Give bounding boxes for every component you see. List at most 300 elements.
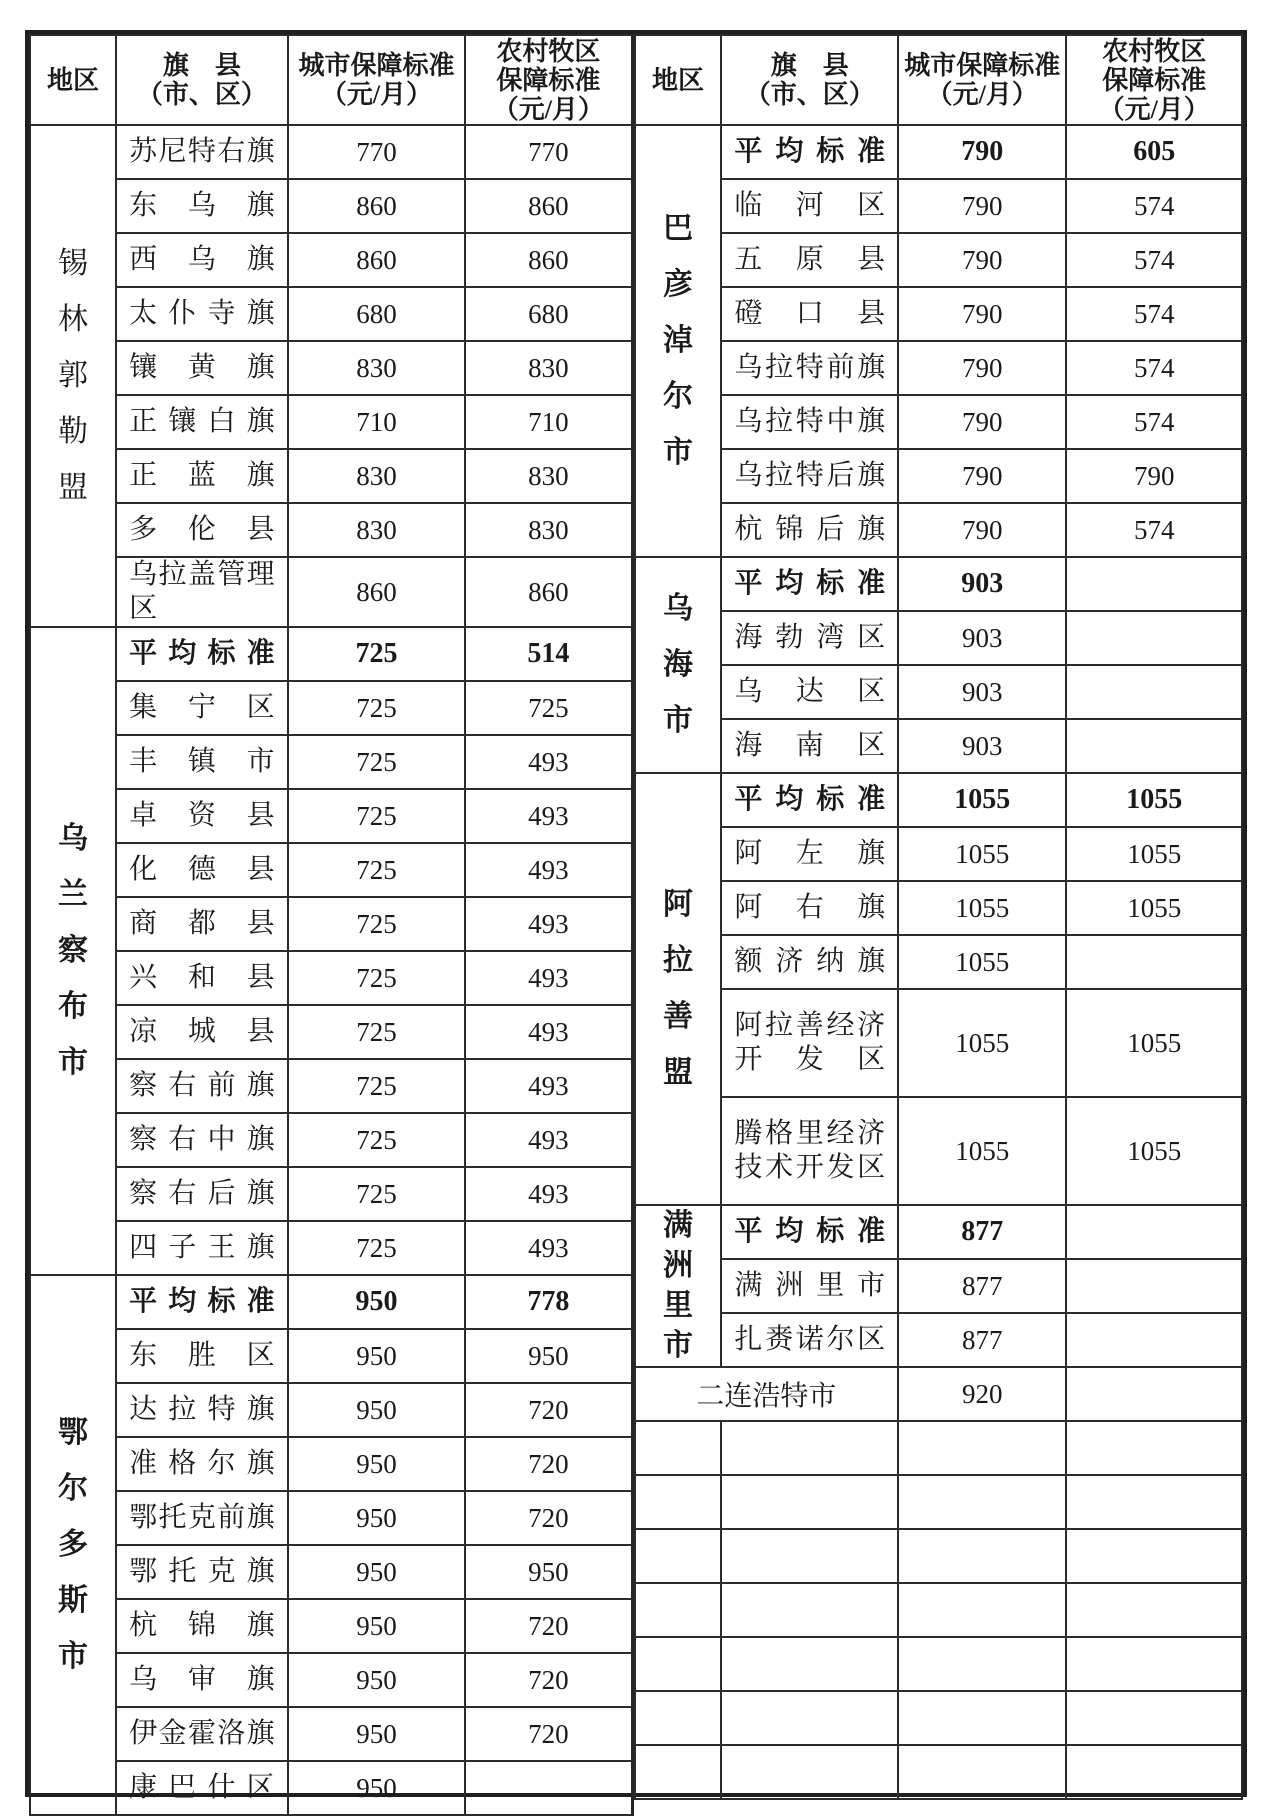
region-cell (635, 557, 722, 773)
urban-value-cell (898, 1745, 1066, 1799)
rural-value-cell: 574 (1066, 503, 1242, 557)
region-char: 盟 (662, 1056, 693, 1089)
county-cell (116, 1113, 288, 1167)
region-char: 巴 (662, 212, 693, 245)
county-cell (116, 951, 288, 1005)
urban-value-cell: 950 (288, 1275, 466, 1329)
table-row (30, 843, 632, 897)
table-row (30, 951, 632, 1005)
header-row (30, 35, 632, 125)
county-name-line: 鄂托克前旗 (129, 1502, 275, 1533)
county-name-line: 化德县 (129, 854, 275, 885)
county-cell (116, 1707, 288, 1761)
rural-value-cell (1066, 557, 1242, 611)
region-char: 布 (58, 990, 89, 1023)
region-char: 里 (662, 1289, 693, 1322)
table-row (635, 125, 1242, 179)
rural-value-cell: 720 (465, 1491, 632, 1545)
rural-value-cell (1066, 665, 1242, 719)
urban-value-cell: 725 (288, 897, 466, 951)
region-char: 阿 (662, 888, 693, 921)
county-name-line: 苏尼特右旗 (129, 136, 275, 167)
rural-value-cell (1066, 1583, 1242, 1637)
county-cell (116, 1329, 288, 1383)
table-row (30, 1221, 632, 1275)
region-label (636, 126, 721, 556)
table-row-merged (635, 1367, 1242, 1421)
urban-value-cell: 1055 (898, 827, 1066, 881)
county-cell (116, 627, 288, 681)
county-name-line: 磴口县 (734, 298, 886, 329)
urban-value-cell: 725 (288, 1221, 466, 1275)
urban-value-cell: 790 (898, 395, 1066, 449)
county-name-line: 乌拉特前旗 (734, 352, 886, 383)
rural-value-cell: 493 (465, 1005, 632, 1059)
region-char: 尔 (58, 1472, 89, 1505)
rural-value-cell: 1055 (1066, 881, 1242, 935)
county-name-line: 察右前旗 (129, 1070, 275, 1101)
urban-value-cell: 950 (288, 1545, 466, 1599)
county-cell (116, 843, 288, 897)
region-char: 斯 (58, 1584, 89, 1617)
table-row (30, 627, 632, 681)
empty-row (635, 1475, 1242, 1529)
county-cell (116, 897, 288, 951)
rural-value-cell: 514 (465, 627, 632, 681)
table-row (30, 125, 632, 179)
header-rural-line: （元/月） (1098, 94, 1210, 124)
county-name-line: 东胜区 (129, 1340, 275, 1371)
county-cell (116, 125, 288, 179)
table-row (30, 1491, 632, 1545)
region-char: 淖 (662, 324, 693, 357)
table-row (30, 735, 632, 789)
urban-value-cell: 725 (288, 1113, 466, 1167)
county-cell (721, 233, 898, 287)
region-cell (635, 125, 722, 557)
right-half-table (634, 34, 1243, 1800)
rural-value-cell: 1055 (1066, 1097, 1242, 1205)
table-row (635, 827, 1242, 881)
urban-value-cell: 860 (288, 233, 466, 287)
county-name-line: 正镶白旗 (129, 406, 275, 437)
rural-value-cell: 950 (465, 1545, 632, 1599)
county-cell (721, 1097, 898, 1205)
table-row (635, 935, 1242, 989)
county-cell (721, 1637, 898, 1691)
empty-row (635, 1745, 1242, 1799)
county-name-line: 多伦县 (129, 514, 275, 545)
rural-value-cell: 830 (465, 341, 632, 395)
county-name-line: 东乌旗 (129, 190, 275, 221)
header-rural-line: 农村牧区 (496, 36, 601, 66)
county-name-line: 达拉特旗 (129, 1394, 275, 1425)
rural-value-cell (1066, 1421, 1242, 1475)
county-cell (721, 1205, 898, 1259)
county-name-line: 察右后旗 (129, 1178, 275, 1209)
urban-value-cell: 950 (288, 1383, 466, 1437)
county-name-line: 镶黄旗 (129, 352, 275, 383)
county-cell (721, 935, 898, 989)
region-char: 市 (662, 436, 693, 469)
county-cell (721, 395, 898, 449)
region-char: 满 (662, 1209, 693, 1242)
table-row (635, 719, 1242, 773)
urban-value-cell: 725 (288, 789, 466, 843)
region-char: 尔 (662, 380, 693, 413)
county-cell (721, 1691, 898, 1745)
county-cell (116, 1383, 288, 1437)
rural-value-cell: 710 (465, 395, 632, 449)
table-row (30, 1653, 632, 1707)
county-cell (721, 1421, 898, 1475)
header-urban-line: （元/月） (926, 80, 1038, 109)
region-char: 郭 (58, 359, 89, 392)
rural-value-cell (1066, 1691, 1242, 1745)
county-name-line: 平均标准 (734, 568, 886, 599)
rural-value-cell: 493 (465, 1113, 632, 1167)
county-cell (721, 1583, 898, 1637)
urban-value-cell: 950 (288, 1599, 466, 1653)
county-name-line: 阿左旗 (734, 838, 886, 869)
empty-row (635, 1691, 1242, 1745)
standards-table (25, 30, 1247, 1803)
region-char: 市 (58, 1046, 89, 1079)
region-cell (635, 773, 722, 1205)
region-cell (635, 1637, 722, 1691)
header-rural-standard (1066, 35, 1242, 125)
rural-value-cell: 1055 (1066, 827, 1242, 881)
table-row (30, 897, 632, 951)
urban-value-cell: 790 (898, 233, 1066, 287)
county-cell (721, 611, 898, 665)
rural-value-cell: 574 (1066, 395, 1242, 449)
rural-value-cell (1066, 1367, 1242, 1421)
header-region-label: 地区 (651, 65, 704, 95)
urban-value-cell: 790 (898, 341, 1066, 395)
county-cell (721, 1313, 898, 1367)
urban-value-cell: 903 (898, 719, 1066, 773)
region-label (636, 558, 721, 772)
region-char: 拉 (662, 944, 693, 977)
urban-value-cell: 790 (898, 503, 1066, 557)
county-cell (721, 1475, 898, 1529)
merged-city-cell: 二连浩特市 (635, 1367, 899, 1421)
table-row (30, 449, 632, 503)
county-name-line: 乌拉特中旗 (734, 406, 886, 437)
rural-value-cell (1066, 611, 1242, 665)
county-name-line: 伊金霍洛旗 (129, 1718, 275, 1749)
rural-value-cell: 830 (465, 503, 632, 557)
table-row (30, 681, 632, 735)
rural-value-cell: 493 (465, 1221, 632, 1275)
county-name-line: 扎赉诺尔区 (734, 1324, 886, 1355)
rural-value-cell (1066, 1529, 1242, 1583)
header-urban-line: （元/月） (320, 80, 433, 109)
county-name-line: 准格尔旗 (129, 1448, 275, 1479)
county-cell (721, 503, 898, 557)
header-rural-line: 农村牧区 (1102, 36, 1207, 66)
urban-value-cell: 950 (288, 1707, 466, 1761)
header-urban-line: 城市保障标准 (904, 51, 1061, 80)
table-row (30, 1437, 632, 1491)
county-cell (116, 557, 288, 627)
county-cell (721, 989, 898, 1097)
county-name-line: 正蓝旗 (129, 460, 275, 491)
urban-value-cell (898, 1529, 1066, 1583)
urban-value-cell: 860 (288, 557, 466, 627)
left-half-table (29, 34, 634, 1816)
rural-value-cell (1066, 1637, 1242, 1691)
region-cell (30, 1275, 116, 1815)
county-cell (116, 789, 288, 843)
county-name-line: 凉城县 (129, 1016, 275, 1047)
urban-value-cell: 830 (288, 503, 466, 557)
urban-value-cell: 725 (288, 1059, 466, 1113)
table-row (30, 557, 632, 627)
rural-value-cell: 493 (465, 951, 632, 1005)
header-region (30, 35, 116, 125)
table-row (30, 341, 632, 395)
urban-value-cell: 1055 (898, 881, 1066, 935)
table-row (635, 1097, 1242, 1205)
rural-value-cell (1066, 1259, 1242, 1313)
header-urban-standard (898, 35, 1066, 125)
urban-value-cell: 725 (288, 1167, 466, 1221)
county-name-line: 海南区 (734, 730, 886, 761)
county-cell (116, 1545, 288, 1599)
table-row (30, 1167, 632, 1221)
region-char: 林 (58, 303, 89, 336)
urban-value-cell: 1055 (898, 773, 1066, 827)
county-cell (116, 1005, 288, 1059)
county-cell (721, 557, 898, 611)
county-name-line: 太仆寺旗 (129, 298, 275, 329)
county-cell (116, 1167, 288, 1221)
urban-value-cell: 790 (898, 125, 1066, 179)
region-char: 兰 (58, 878, 89, 911)
region-label (636, 1206, 721, 1366)
urban-value-cell: 950 (288, 1653, 466, 1707)
table-row (635, 989, 1242, 1097)
region-char: 乌 (58, 822, 89, 855)
county-cell (116, 449, 288, 503)
urban-value-cell: 725 (288, 735, 466, 789)
table-row (635, 179, 1242, 233)
county-name-line: 海勃湾区 (734, 622, 886, 653)
empty-row (635, 1529, 1242, 1583)
urban-value-cell: 903 (898, 611, 1066, 665)
county-name-line: 阿右旗 (734, 892, 886, 923)
county-cell (721, 287, 898, 341)
rural-value-cell (465, 1761, 632, 1815)
county-cell (721, 1745, 898, 1799)
county-name-line: 临河区 (734, 190, 886, 221)
rural-value-cell: 770 (465, 125, 632, 179)
table-row (30, 179, 632, 233)
region-cell (635, 1475, 722, 1529)
county-name-line: 丰镇市 (129, 746, 275, 777)
county-cell (116, 503, 288, 557)
county-name-line: 开发区 (734, 1044, 886, 1075)
rural-value-cell: 1055 (1066, 773, 1242, 827)
county-cell (721, 179, 898, 233)
header-rural-line: 保障标准 (1102, 65, 1207, 95)
urban-value-cell (898, 1421, 1066, 1475)
county-cell (116, 395, 288, 449)
table-row (635, 449, 1242, 503)
rural-value-cell: 725 (465, 681, 632, 735)
urban-value-cell: 680 (288, 287, 466, 341)
header-county (721, 35, 898, 125)
county-name-line: 五原县 (734, 244, 886, 275)
table-row (30, 1383, 632, 1437)
urban-value-cell: 950 (288, 1761, 466, 1815)
region-label (636, 774, 721, 1204)
rural-value-cell: 574 (1066, 287, 1242, 341)
county-cell (721, 1259, 898, 1313)
table-row (635, 1205, 1242, 1259)
county-name-line: 集宁区 (129, 692, 275, 723)
table-row (635, 233, 1242, 287)
county-cell (721, 125, 898, 179)
urban-value-cell: 790 (898, 449, 1066, 503)
table-row (30, 287, 632, 341)
rural-value-cell: 493 (465, 897, 632, 951)
county-name-line: 鄂托克旗 (129, 1556, 275, 1587)
rural-value-cell: 860 (465, 233, 632, 287)
table-row (30, 789, 632, 843)
table-row (635, 1259, 1242, 1313)
region-char: 勒 (58, 415, 89, 448)
table-row (635, 665, 1242, 719)
rural-value-cell (1066, 1313, 1242, 1367)
table-row (635, 341, 1242, 395)
county-name-line: 乌拉盖管理区 (129, 559, 275, 624)
urban-value-cell: 830 (288, 341, 466, 395)
rural-value-cell: 950 (465, 1329, 632, 1383)
urban-value-cell: 860 (288, 179, 466, 233)
urban-value-cell (898, 1583, 1066, 1637)
header-rural-line: 保障标准 (496, 65, 601, 95)
table-row (635, 1313, 1242, 1367)
region-char: 多 (58, 1528, 89, 1561)
county-name-line: 乌拉特后旗 (734, 460, 886, 491)
region-cell (30, 627, 116, 1275)
table-row (30, 395, 632, 449)
region-char: 锡 (58, 247, 89, 280)
urban-value-cell: 920 (898, 1367, 1066, 1421)
county-cell (721, 341, 898, 395)
county-cell (116, 1437, 288, 1491)
rural-value-cell: 493 (465, 735, 632, 789)
header-rural-line: （元/月） (492, 94, 605, 124)
rural-value-cell: 574 (1066, 179, 1242, 233)
county-name-line: 杭锦后旗 (734, 514, 886, 545)
table-row (635, 611, 1242, 665)
region-char: 乌 (662, 592, 693, 625)
region-cell (635, 1691, 722, 1745)
table-row (635, 503, 1242, 557)
urban-value-cell: 830 (288, 449, 466, 503)
urban-value-cell: 725 (288, 843, 466, 897)
region-char: 善 (662, 1000, 693, 1033)
county-name-line: 康巴什区 (129, 1772, 275, 1803)
urban-value-cell: 725 (288, 681, 466, 735)
region-char: 市 (662, 704, 693, 737)
header-county-line: （市、区） (136, 80, 267, 109)
county-cell (116, 1275, 288, 1329)
rural-value-cell: 720 (465, 1437, 632, 1491)
rural-value-cell: 720 (465, 1653, 632, 1707)
rural-value-cell: 493 (465, 789, 632, 843)
region-char: 市 (58, 1640, 89, 1673)
urban-value-cell: 770 (288, 125, 466, 179)
rural-value-cell: 860 (465, 179, 632, 233)
rural-value-cell (1066, 935, 1242, 989)
region-cell (30, 125, 116, 627)
urban-value-cell: 725 (288, 627, 466, 681)
urban-value-cell: 725 (288, 951, 466, 1005)
county-name-line: 乌审旗 (129, 1664, 275, 1695)
table-row (30, 1545, 632, 1599)
urban-value-cell: 950 (288, 1329, 466, 1383)
header-county (116, 35, 288, 125)
urban-value-cell (898, 1637, 1066, 1691)
urban-value-cell: 725 (288, 1005, 466, 1059)
region-label (31, 628, 115, 1274)
region-label (31, 126, 115, 626)
region-char: 市 (662, 1329, 693, 1362)
county-name-line: 西乌旗 (129, 244, 275, 275)
county-name-line: 乌达区 (734, 676, 886, 707)
county-cell (721, 827, 898, 881)
county-cell (116, 1653, 288, 1707)
urban-value-cell: 903 (898, 665, 1066, 719)
county-cell (721, 719, 898, 773)
empty-row (635, 1421, 1242, 1475)
rural-value-cell: 778 (465, 1275, 632, 1329)
header-county-line: （市、区） (744, 80, 875, 109)
rural-value-cell: 720 (465, 1383, 632, 1437)
urban-value-cell: 877 (898, 1313, 1066, 1367)
table-row (30, 1113, 632, 1167)
rural-value-cell: 720 (465, 1707, 632, 1761)
urban-value-cell: 1055 (898, 935, 1066, 989)
region-label (31, 1276, 115, 1814)
county-name-line: 阿拉善经济 (734, 1010, 886, 1041)
county-name-line: 腾格里经济 (734, 1118, 886, 1149)
county-name-line: 卓资县 (129, 800, 275, 831)
region-char: 鄂 (58, 1416, 89, 1449)
county-name-line: 兴和县 (129, 962, 275, 993)
county-name-line: 满洲里市 (734, 1270, 886, 1301)
rural-value-cell: 574 (1066, 233, 1242, 287)
region-cell (635, 1529, 722, 1583)
urban-value-cell: 903 (898, 557, 1066, 611)
rural-value-cell: 493 (465, 1059, 632, 1113)
table-row (635, 773, 1242, 827)
table-row (30, 233, 632, 287)
table-row (635, 881, 1242, 935)
county-name-line: 商都县 (129, 908, 275, 939)
urban-value-cell: 1055 (898, 1097, 1066, 1205)
header-urban-standard (288, 35, 466, 125)
county-cell (721, 665, 898, 719)
table-row (30, 1761, 632, 1815)
rural-value-cell: 574 (1066, 341, 1242, 395)
county-name-line: 技术开发区 (734, 1152, 886, 1183)
